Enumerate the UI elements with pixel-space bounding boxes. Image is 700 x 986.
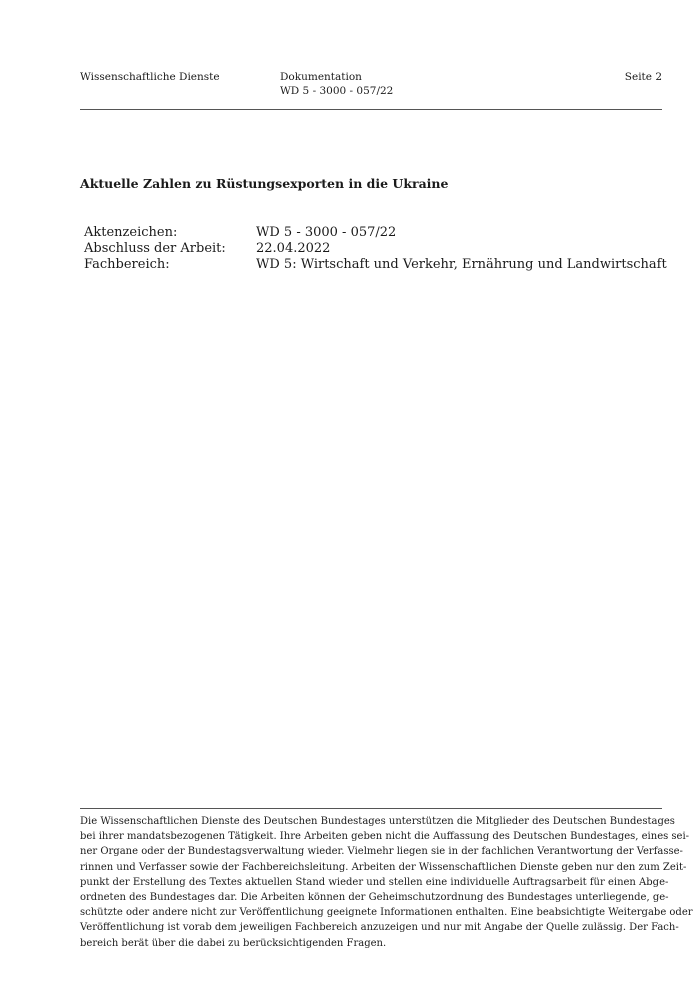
- disclaimer-line: punkt der Erstellung des Textes aktuellen Stand wieder und stellen eine individuelle Auftragsarbeit für einen Abge-: [80, 876, 669, 888]
- disclaimer-line: rinnen und Verfasser sowie der Fachbereichsleitung. Arbeiten der Wissenschaftlichen Dienste geben nur den zum Zeit-: [80, 861, 687, 873]
- header-document-info: [280, 70, 393, 98]
- meta-row-completion-date: [84, 241, 667, 257]
- disclaimer-line: ordneten des Bundestages dar. Die Arbeiten können der Geheimschutzordnung des Bundestages unterliegende, ge-: [80, 892, 669, 904]
- disclaimer-line: bereich berät über die dabei zu berücksichtigenden Fragen.: [80, 937, 387, 949]
- disclaimer-line: ner Organe oder der Bundestagsverwaltung wieder. Vielmehr liegen sie in der fachlichen Verantwortung der Verfasse-: [80, 846, 683, 858]
- meta-value: WD 5: Wirtschaft und Verkehr, Ernährung und Landwirtschaft: [256, 257, 667, 272]
- meta-label: Abschluss der Arbeit:: [84, 241, 226, 256]
- meta-value: WD 5 - 3000 - 057/22: [256, 225, 397, 240]
- disclaimer-text: [80, 814, 693, 951]
- meta-label: Fachbereich:: [84, 257, 170, 272]
- footer-divider: [80, 808, 662, 809]
- header-page-number: Seite 2: [624, 71, 662, 83]
- disclaimer-line: Veröffentlichung ist vorab dem jeweiligen Fachbereich anzuzeigen und nur mit Angabe der Quelle zulässig. Der Fach-: [80, 922, 679, 934]
- meta-value: 22.04.2022: [256, 241, 331, 256]
- header-doc-type: Dokumentation: [280, 71, 362, 83]
- page-header: [80, 70, 662, 110]
- document-metadata: [84, 225, 667, 273]
- document-title: Aktuelle Zahlen zu Rüstungsexporten in die Ukraine: [80, 176, 449, 191]
- header-organization: Wissenschaftliche Dienste: [80, 71, 220, 83]
- meta-row-department: [84, 257, 667, 273]
- meta-row-reference: [84, 225, 667, 241]
- disclaimer-line: bei ihrer mandatsbezogenen Tätigkeit. Ihre Arbeiten geben nicht die Auffassung des Deutschen Bundestages, eines sei-: [80, 831, 690, 843]
- disclaimer-line: schützte oder andere nicht zur Veröffentlichung geeignete Informationen enthalten. Eine beabsichtigte Weitergabe oder: [80, 907, 693, 919]
- disclaimer-line: Die Wissenschaftlichen Dienste des Deutschen Bundestages unterstützen die Mitglieder des Deutschen Bundestages: [80, 816, 675, 827]
- header-divider: [80, 109, 662, 110]
- header-doc-number: WD 5 - 3000 - 057/22: [280, 85, 394, 97]
- meta-label: Aktenzeichen:: [84, 225, 178, 240]
